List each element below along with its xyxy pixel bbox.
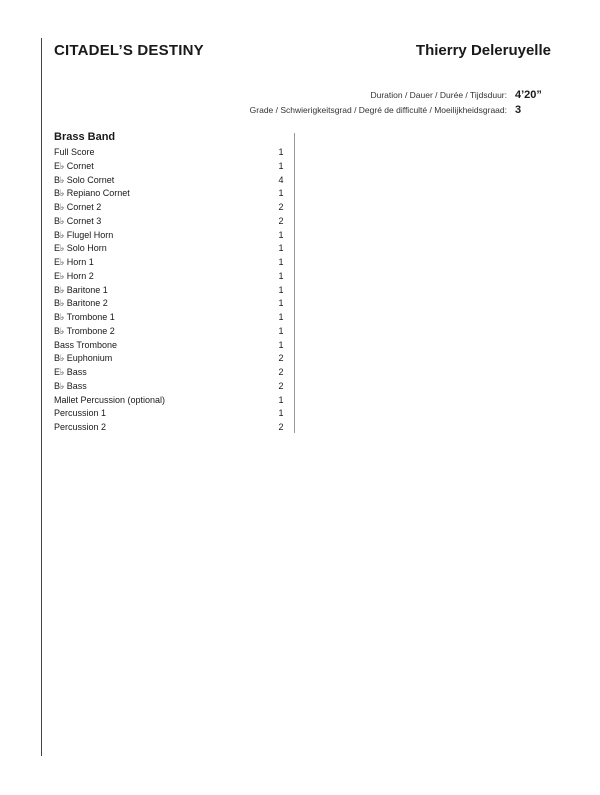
part-name: B♭ Trombone 2 [54,325,115,336]
part-row [54,242,286,256]
duration-value: 4’20” [515,89,542,101]
section-title: Brass Band [54,131,116,143]
part-row [54,366,286,380]
part-name: B♭ Cornet 3 [54,215,102,226]
part-quantity: 1 [278,160,284,171]
part-row [54,270,286,284]
parts-list [54,146,286,435]
part-quantity: 2 [278,380,284,391]
part-row [54,160,286,174]
list-divider-rule [294,133,295,433]
part-quantity: 1 [278,394,284,405]
page-margin-rule [41,38,42,756]
part-quantity: 2 [278,422,284,432]
part-quantity: 1 [278,339,284,350]
part-quantity: 1 [278,312,284,322]
part-name: E♭ Horn 1 [54,257,94,267]
part-quantity: 4 [278,174,284,185]
grade-row [250,104,555,116]
part-row [54,146,286,160]
part-name: Mallet Percussion (optional) [54,394,166,405]
part-row [54,421,286,435]
part-name: E♭ Bass [54,367,87,377]
part-quantity: 1 [278,325,284,336]
part-quantity: 1 [278,257,284,267]
part-name: B♭ Repiano Cornet [54,188,130,199]
part-name: B♭ Bass [54,380,87,391]
part-row [54,284,286,298]
part-name: B♭ Baritone 1 [54,284,108,295]
part-name: B♭ Baritone 2 [54,298,108,309]
part-name: E♭ Solo Horn [54,243,107,254]
part-quantity: 1 [278,270,284,281]
part-name: Percussion 2 [54,422,107,432]
duration-row [370,89,555,101]
grade-label: Grade / Schwierigkeitsgrad / Degré de difficulté / Moeilijkheidsgraad: [249,105,507,115]
part-row [54,187,286,201]
part-quantity: 1 [278,229,284,240]
part-quantity: 1 [278,188,284,199]
piece-title: CITADEL’S DESTINY [54,42,204,59]
part-row [54,380,286,394]
part-quantity: 1 [278,147,284,157]
part-row [54,174,286,188]
part-row [54,407,286,421]
part-name: Percussion 1 [54,408,107,419]
grade-value: 3 [515,104,522,116]
part-name: E♭ Cornet [54,160,94,171]
part-quantity: 1 [278,298,284,309]
part-name: E♭ Horn 2 [54,270,94,281]
part-quantity: 2 [278,353,284,364]
part-row [54,256,286,270]
part-row [54,215,286,229]
part-row [54,201,286,215]
part-quantity: 2 [278,367,284,377]
part-quantity: 1 [278,284,284,295]
part-row [54,394,286,408]
part-quantity: 2 [278,215,284,226]
part-name: B♭ Euphonium [54,353,113,364]
composer-name: Thierry Deleruyelle [415,42,551,59]
part-name: Full Score [54,147,95,157]
part-quantity: 1 [278,243,284,254]
part-row [54,325,286,339]
part-row [54,297,286,311]
part-row [54,339,286,353]
part-quantity: 2 [278,202,284,212]
part-row [54,311,286,325]
part-row [54,229,286,243]
part-name: B♭ Trombone 1 [54,312,115,322]
part-name: B♭ Solo Cornet [54,174,115,185]
duration-label: Duration / Dauer / Durée / Tijdsduur: [370,90,507,100]
part-row [54,352,286,366]
part-quantity: 1 [278,408,284,419]
part-name: B♭ Flugel Horn [54,229,114,240]
part-name: B♭ Cornet 2 [54,202,102,212]
part-name: Bass Trombone [54,339,118,350]
